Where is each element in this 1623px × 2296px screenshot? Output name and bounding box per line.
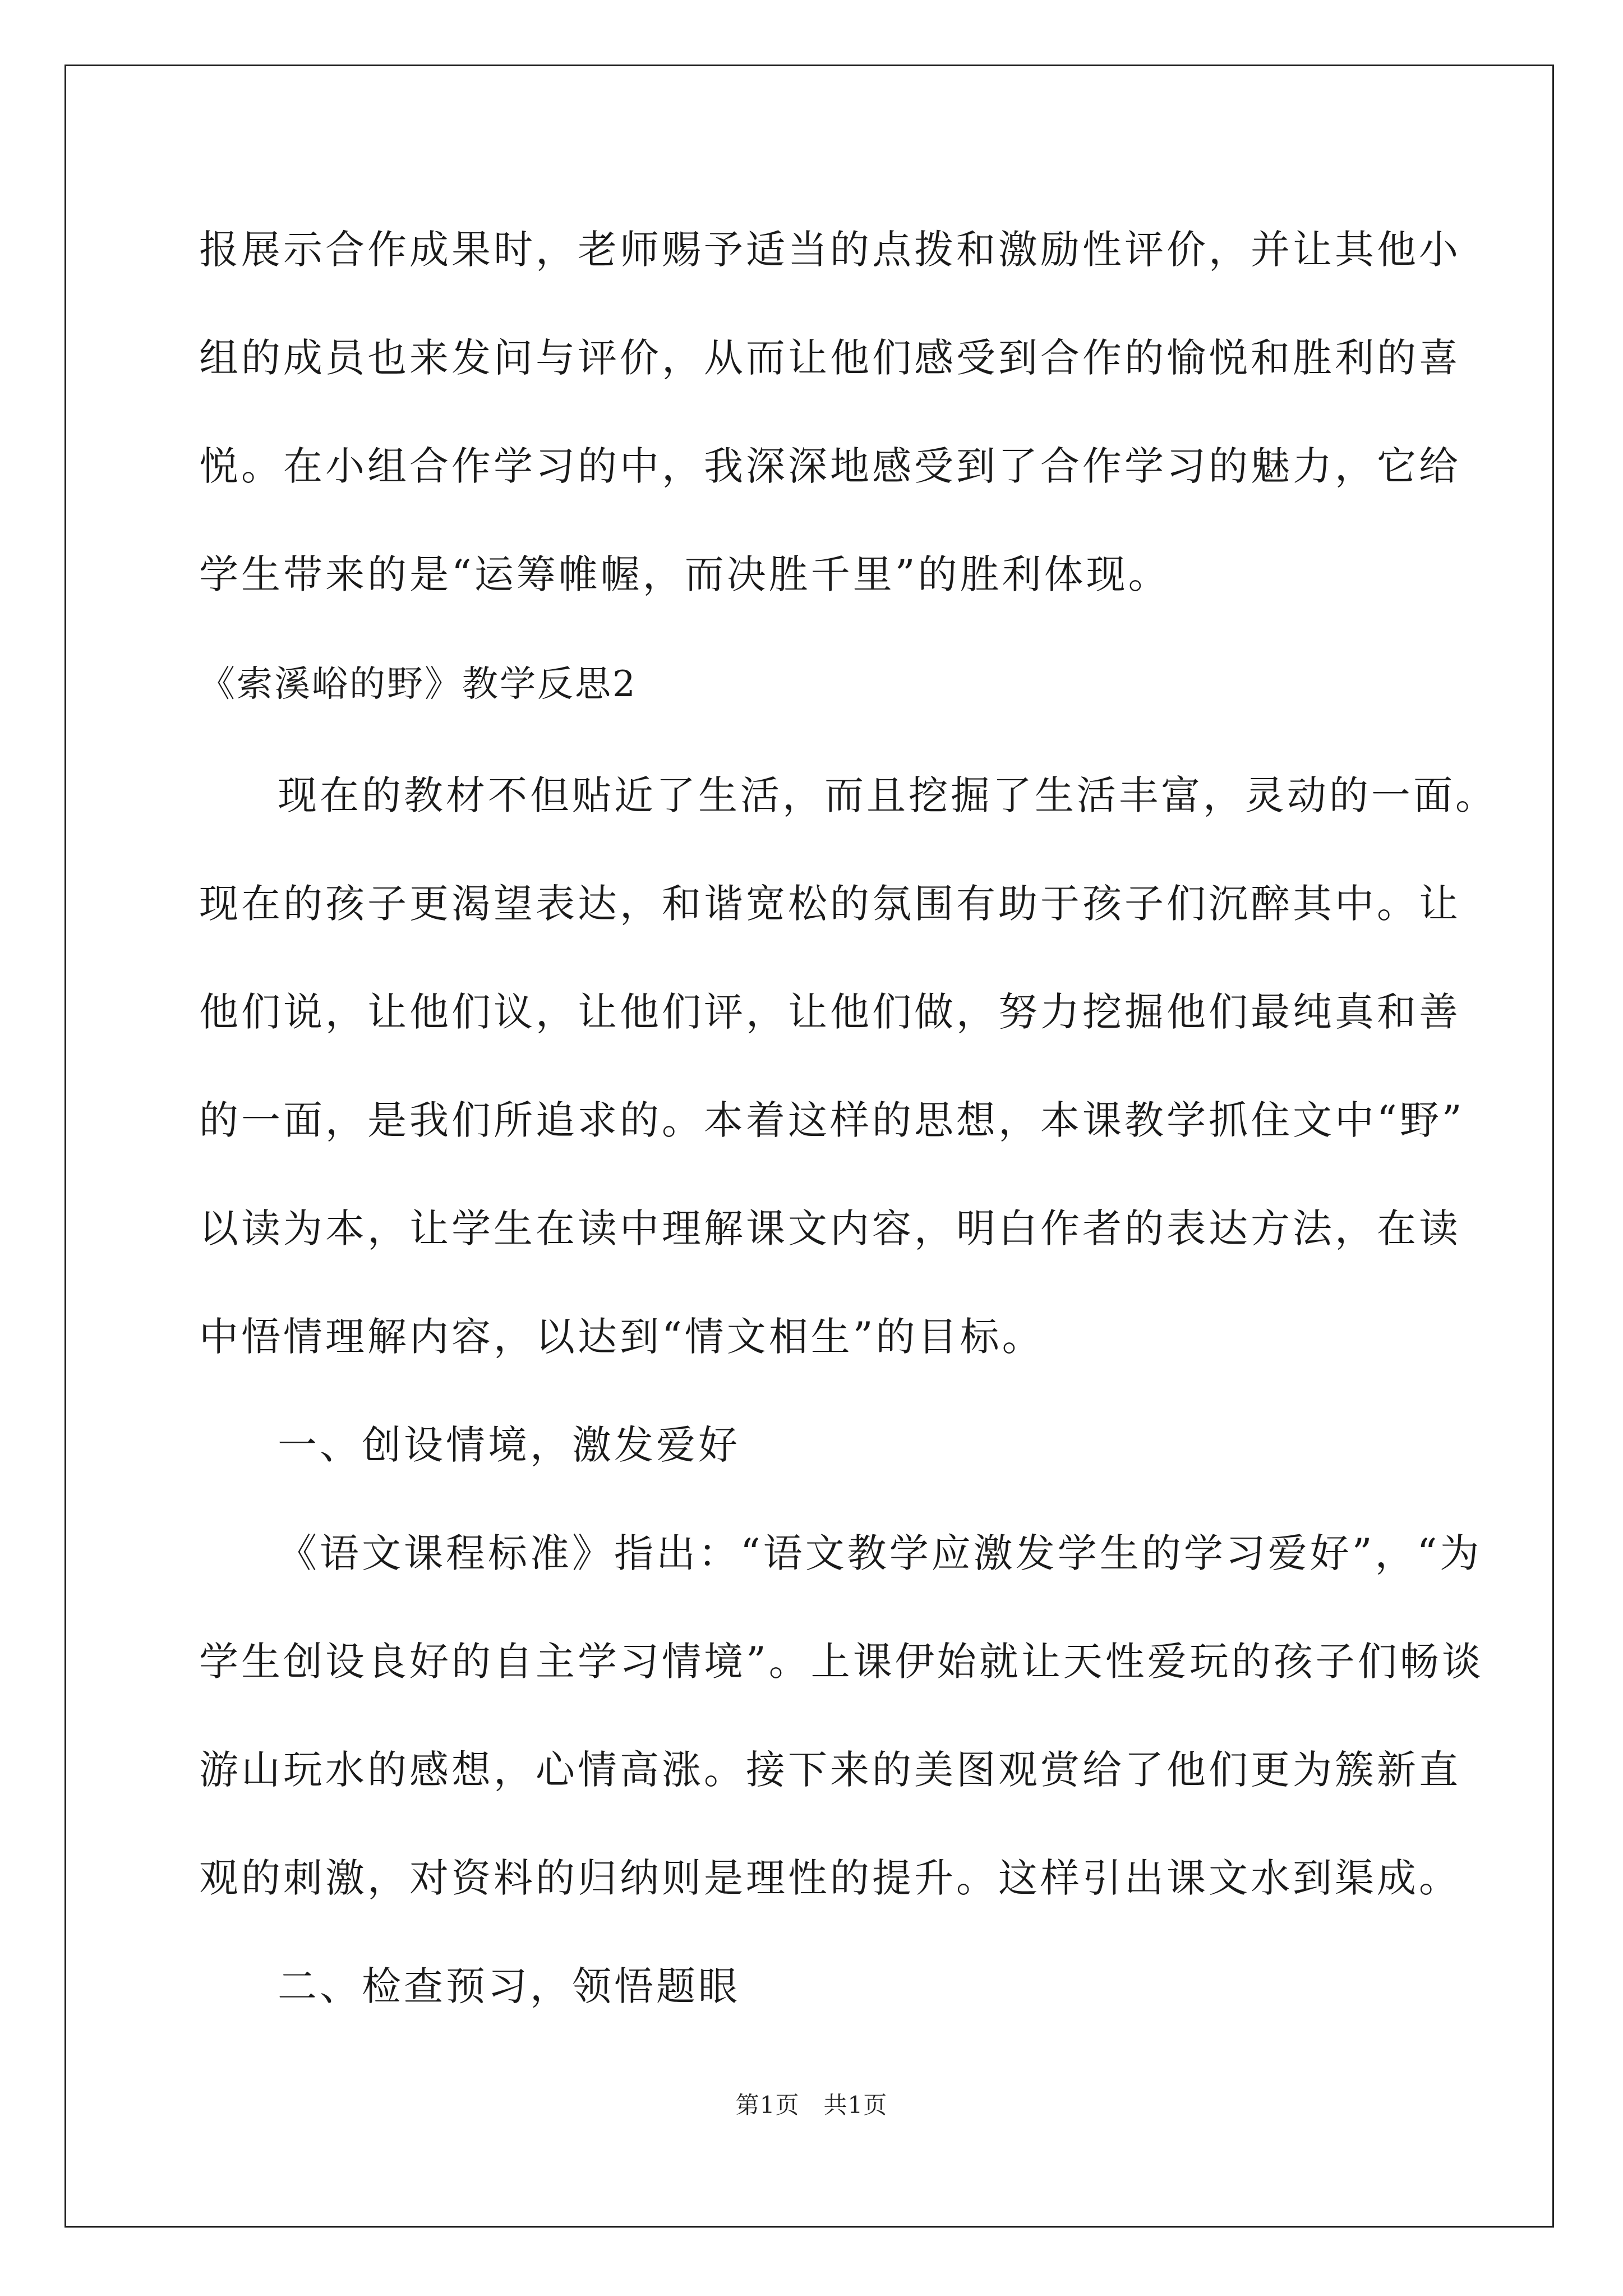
paragraph-line: 以读为本，让学生在读中理解课文内容，明白作者的表达方法，在读	[199, 1205, 1461, 1251]
paragraph-line: 的一面，是我们所追求的。本着这样的思想，本课教学抓住文中“野”	[199, 1097, 1465, 1143]
paragraph-line: 他们说，让他们议，让他们评，让他们做，努力挖掘他们最纯真和善	[199, 989, 1461, 1035]
subheading: 二、检查预习，领悟题眼	[278, 1963, 740, 2009]
subheading: 一、创设情境，激发爱好	[278, 1422, 740, 1468]
paragraph-line: 中悟情理解内容，以达到“情文相生”的目标。	[199, 1314, 1044, 1360]
paragraph-line: 报展示合作成果时，老师赐予适当的点拨和激励性评价，并让其他小	[199, 227, 1461, 273]
paragraph-line: 现在的教材不但贴近了生活，而且挖掘了生活丰富，灵动的一面。	[278, 772, 1497, 818]
paragraph-line: 悦。在小组合作学习的中，我深深地感受到了合作学习的魅力，它给	[199, 443, 1461, 489]
paragraph-line: 学生创设良好的自主学习情境”。上课伊始就让天性爱玩的孩子们畅谈	[199, 1639, 1484, 1685]
section-title: 《索溪峪的野》教学反思2	[199, 664, 637, 705]
page-footer: 第1页 共1页	[735, 2091, 888, 2119]
paragraph-line: 观的刺激，对资料的归纳则是理性的提升。这样引出课文水到渠成。	[199, 1855, 1461, 1901]
paragraph-line: 现在的孩子更渴望表达，和谐宽松的氛围有助于孩子们沉醉其中。让	[199, 881, 1461, 927]
paragraph-line: 学生带来的是“运筹帷幄，而决胜千里”的胜利体现。	[199, 551, 1170, 597]
paragraph-line: 《语文课程标准》指出：“语文教学应激发学生的学习爱好”，“为	[278, 1530, 1482, 1576]
paragraph-line: 游山玩水的感想，心情高涨。接下来的美图观赏给了他们更为簇新直	[199, 1747, 1461, 1793]
paragraph-line: 组的成员也来发问与评价，从而让他们感受到合作的愉悦和胜利的喜	[199, 335, 1461, 381]
